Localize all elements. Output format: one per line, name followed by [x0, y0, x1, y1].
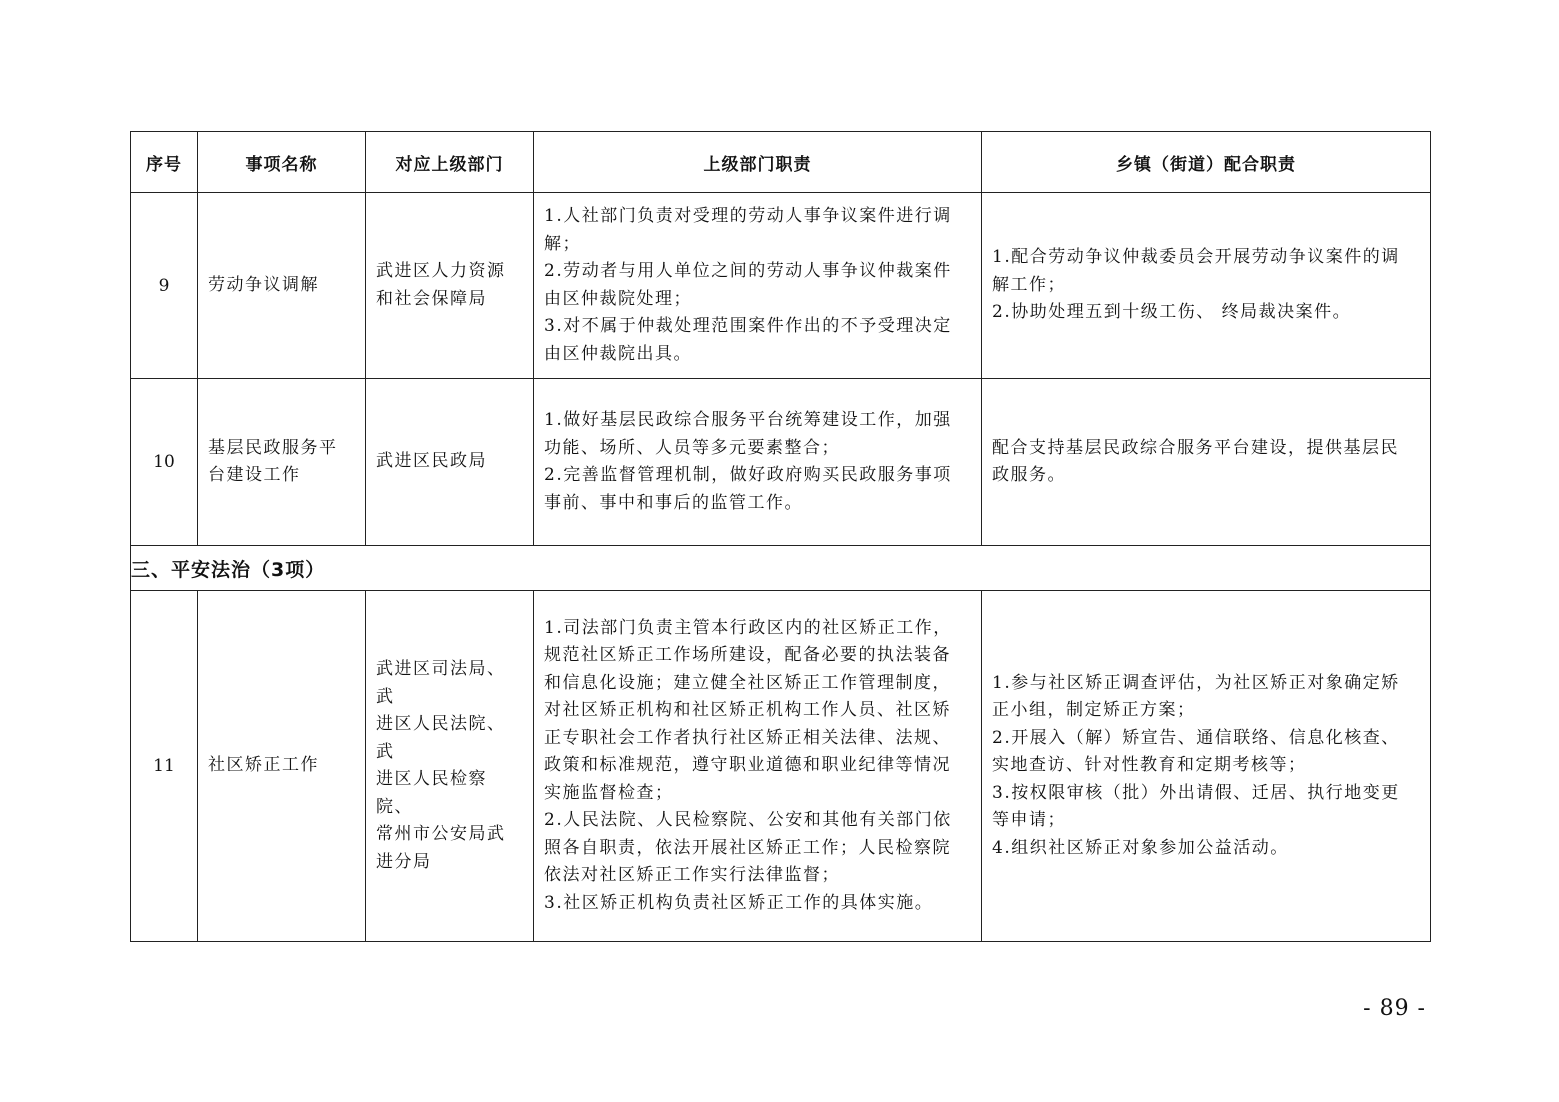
header-seq: 序号 [131, 132, 198, 193]
item-name: 基层民政服务平 台建设工作 [208, 437, 338, 485]
header-town-duties: 乡镇（街道）配合职责 [982, 132, 1431, 193]
dept-cell [366, 379, 534, 546]
town-duties: 配合支持基层民政综合服务平台建设，提供基层民 政服务。 [992, 437, 1399, 485]
upper-dept: 武进区司法局、武 进区人民法院、武 进区人民检察院、 常州市公安局武 进分局 [376, 659, 506, 872]
table-row [131, 193, 1431, 379]
item-name-cell [198, 379, 366, 546]
item-name-cell [198, 591, 366, 942]
dept-cell [366, 193, 534, 379]
section-header-row [131, 546, 1431, 591]
upper-duties-cell [534, 193, 982, 379]
section-title: 三、平安法治（3项） [131, 546, 1431, 591]
item-name-cell [198, 193, 366, 379]
town-duties: 1.配合劳动争议仲裁委员会开展劳动争议案件的调 解工作； 2.协助处理五到十级工伤、 终局裁决案件。 [992, 247, 1400, 323]
table-header-row [131, 132, 1431, 193]
upper-duties: 1.做好基层民政综合服务平台统筹建设工作，加强 功能、场所、人员等多元要素整合； 2.完善监督管理机制，做好政府购买民政服务事项 事前、事中和事后的监管工作。 [544, 410, 952, 513]
upper-dept: 武进区民政局 [376, 451, 487, 472]
town-duties-cell [982, 193, 1431, 379]
row-number: 11 [131, 591, 198, 942]
upper-duties-cell [534, 379, 982, 546]
page-number: - 89 - [1363, 996, 1426, 1021]
table-row [131, 591, 1431, 942]
row-number: 9 [131, 193, 198, 379]
town-duties: 1.参与社区矫正调查评估，为社区矫正对象确定矫 正小组，制定矫正方案； 2.开展入（解）矫宣告、通信联络、信息化核查、 实地查访、针对性教育和定期考核等； 3.按权限审核（批）外出请假、迁居、执行地变更 等申请； 4.组织社区矫正对象参加公益活动。 [992, 672, 1400, 858]
item-name: 社区矫正工作 [208, 755, 319, 776]
table-row [131, 379, 1431, 546]
dept-cell [366, 591, 534, 942]
upper-duties-cell [534, 591, 982, 942]
upper-duties: 1.人社部门负责对受理的劳动人事争议案件进行调 解； 2.劳动者与用人单位之间的劳动人事争议仲裁案件 由区仲裁院处理； 3.对不属于仲裁处理范围案件作出的不予受理决定 由区仲裁院出具。 [544, 206, 952, 364]
town-duties-cell [982, 379, 1431, 546]
upper-dept: 武进区人力资源 和社会保障局 [376, 261, 506, 309]
duties-table [130, 131, 1431, 942]
town-duties-cell [982, 591, 1431, 942]
header-upper-duties: 上级部门职责 [534, 132, 982, 193]
row-number: 10 [131, 379, 198, 546]
header-item-name: 事项名称 [198, 132, 366, 193]
header-upper-dept: 对应上级部门 [366, 132, 534, 193]
upper-duties: 1.司法部门负责主管本行政区内的社区矫正工作， 规范社区矫正工作场所建设，配备必要的执法装备 和信息化设施；建立健全社区矫正工作管理制度， 对社区矫正机构和社区矫正机构工作人员、社区矫 正专职社会工作者执行社区矫正相关法律、法规、 政策和标准规范，遵守职业道德和职业纪律等情况 实施监督检查； 2.人民法院、人民检察院、公安和其他有关部门依 照各自职责，依法开展社区矫正工作；人民检察院 依法对社区矫正工作实行法律监督； 3.社区矫正机构负责社区矫正工作的具体实施。 [544, 617, 952, 913]
item-name: 劳动争议调解 [208, 274, 319, 295]
